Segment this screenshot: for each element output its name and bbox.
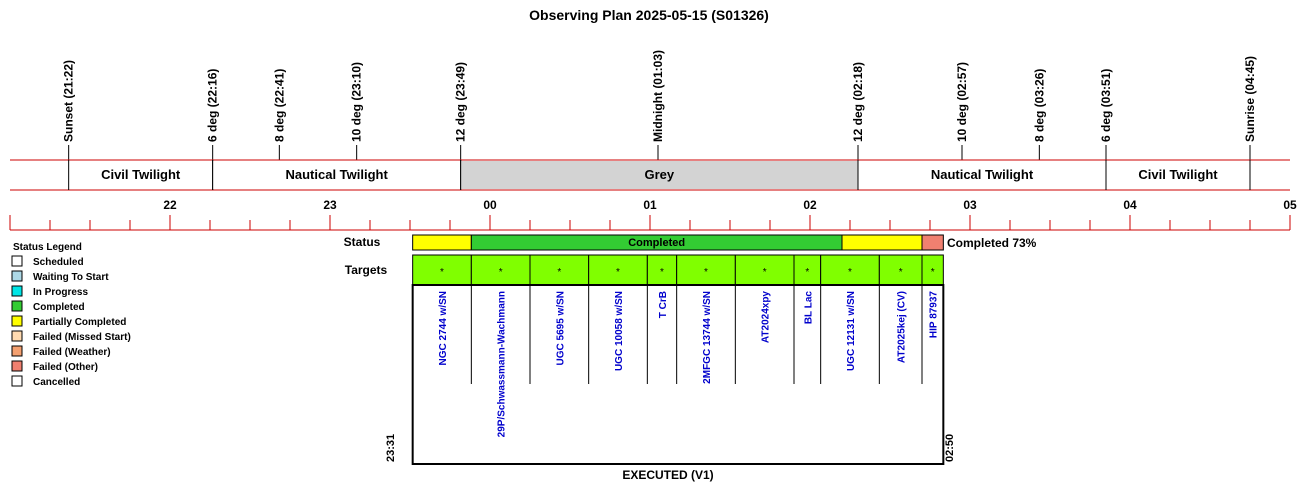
completed-summary: Completed 73% (947, 236, 1037, 250)
target-marker: * (930, 267, 935, 278)
event-label: 12 deg (23:49) (453, 61, 468, 142)
target-name: 2MFGC 13744 w/SN (702, 291, 713, 384)
legend-item-label: Failed (Other) (33, 362, 99, 373)
legend-swatch (12, 256, 22, 266)
legend-item-label: Failed (Missed Start) (33, 332, 131, 343)
chart-title: Observing Plan 2025-05-15 (S01326) (529, 7, 769, 23)
plan-frame-border (413, 285, 944, 464)
target-name: 29P/Schwassmann-Wachmann (496, 291, 508, 438)
event-label: Sunset (21:22) (61, 59, 76, 142)
axis-tick-label: 04 (1123, 198, 1137, 212)
legend-item-label: In Progress (33, 287, 89, 298)
target-marker: * (848, 267, 852, 278)
target-marker: * (498, 267, 503, 278)
event-label: 10 deg (23:10) (349, 61, 364, 142)
event-label: 8 deg (03:26) (1032, 68, 1047, 142)
plan-start-label: 23:31 (385, 433, 397, 462)
target-marker: * (616, 267, 620, 278)
axis-tick-label: 22 (163, 198, 177, 212)
axis-tick-label: 02 (803, 198, 817, 212)
axis-tick-label: 05 (1283, 198, 1297, 212)
time-axis (10, 198, 1297, 230)
target-marker: * (898, 267, 903, 278)
legend-item-label: Cancelled (33, 377, 81, 388)
status-segment-label: Completed (628, 237, 686, 249)
event-label: 10 deg (02:57) (955, 61, 969, 142)
event-label: 8 deg (22:41) (272, 68, 287, 142)
target-name: HIP 87937 (928, 291, 940, 339)
legend-item-label: Partially Completed (33, 317, 127, 328)
target-marker: * (660, 267, 664, 278)
legend-item-label: Failed (Weather) (33, 347, 111, 358)
twilight-band-label: Civil Twilight (101, 167, 181, 182)
footer-label: EXECUTED (V1) (622, 468, 714, 482)
axis-tick-label: 00 (483, 198, 497, 212)
plan-end-label: 02:50 (944, 433, 956, 462)
target-name: BL Lac (803, 291, 815, 325)
event-label: Sunrise (04:45) (1243, 55, 1257, 142)
event-label: 6 deg (03:51) (1099, 68, 1113, 142)
legend-swatch (12, 271, 22, 281)
twilight-band-label: Grey (644, 167, 675, 182)
target-name: UGC 5695 w/SN (555, 291, 567, 366)
legend-item-label: Scheduled (33, 257, 84, 268)
target-marker: * (704, 267, 708, 278)
target-marker: * (557, 267, 562, 278)
status-legend (12, 242, 131, 388)
event-markers (62, 50, 1257, 160)
status-segment (922, 235, 943, 250)
target-marker: * (805, 267, 810, 278)
legend-title: Status Legend (13, 242, 82, 253)
target-name: T CrB (658, 291, 669, 319)
twilight-band-label: Civil Twilight (1138, 167, 1218, 182)
event-label: 12 deg (02:18) (851, 61, 865, 142)
target-marker: * (762, 267, 767, 278)
target-marker: * (440, 267, 444, 278)
legend-swatch (12, 301, 22, 311)
event-label: 6 deg (22:16) (205, 68, 220, 142)
target-name: AT2025kej (CV) (896, 291, 908, 364)
axis-tick-label: 23 (323, 198, 337, 212)
legend-swatch (12, 316, 22, 326)
legend-swatch (12, 376, 22, 386)
legend-swatch (12, 331, 22, 341)
legend-swatch (12, 286, 22, 296)
legend-item-label: Completed (33, 302, 85, 313)
legend-item-label: Waiting To Start (33, 272, 109, 283)
axis-tick-label: 03 (963, 198, 977, 212)
legend-swatch (12, 346, 22, 356)
axis-tick-label: 01 (643, 198, 657, 212)
status-segment (842, 235, 922, 250)
targets-row (345, 255, 944, 437)
event-label: Midnight (01:03) (651, 50, 665, 142)
targets-row-label: Targets (344, 263, 388, 277)
legend-swatch (12, 361, 22, 371)
plan-frame (413, 285, 944, 464)
twilight-band-row (10, 160, 1290, 190)
status-row (344, 235, 1037, 250)
target-name: NGC 2744 w/SN (438, 291, 449, 366)
status-row-label: Status (343, 235, 381, 249)
target-name: UGC 12131 w/SN (846, 291, 857, 372)
target-name: AT2024xpy (760, 291, 772, 344)
twilight-band-label: Nautical Twilight (285, 167, 388, 182)
twilight-band-label: Nautical Twilight (930, 167, 1034, 182)
status-segment (413, 235, 472, 250)
target-name: UGC 10058 w/SN (614, 291, 625, 372)
